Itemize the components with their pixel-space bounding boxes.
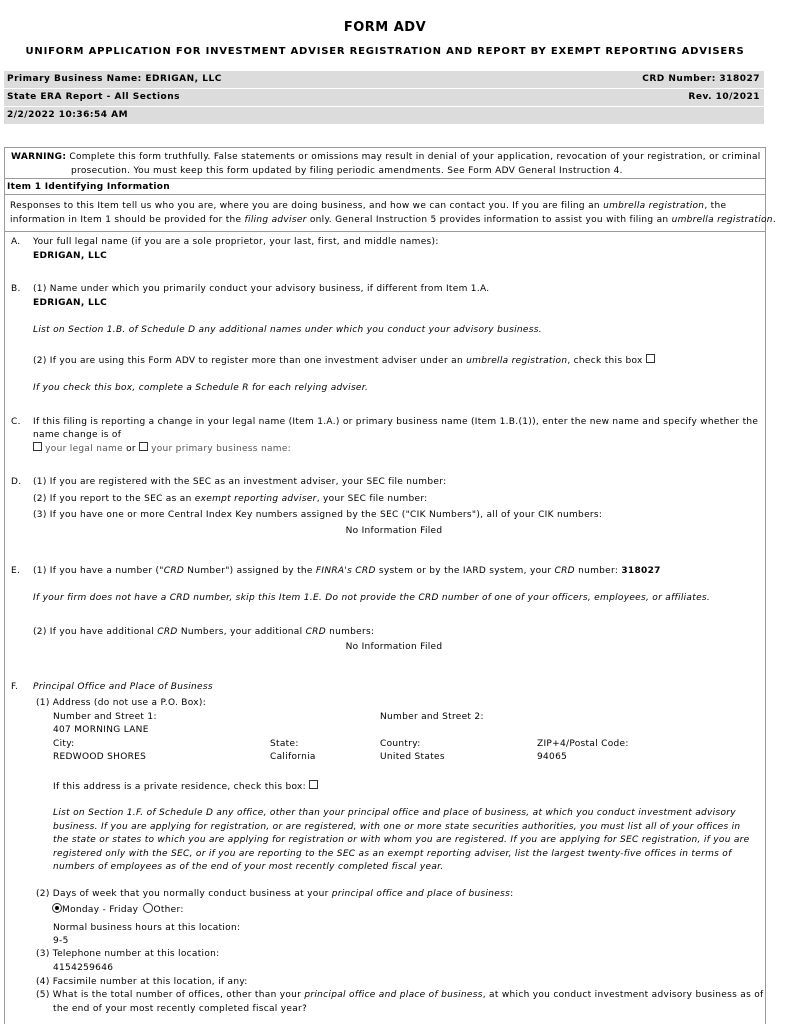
warning-block	[11, 152, 761, 162]
f2-text: :	[510, 889, 514, 899]
item-d-letter: D.	[11, 477, 22, 487]
form-title: FORM ADV	[343, 20, 427, 35]
hours-value: 9-5	[53, 936, 69, 946]
item1-heading: Item 1 Identifying Information	[7, 182, 170, 192]
q2-text: (2) If you are using this Form ADV to register more than one investment adviser under an	[33, 356, 467, 366]
header-band-date	[4, 107, 764, 124]
e2-term-crd: CRD	[157, 627, 178, 637]
monday-friday-radio[interactable]	[52, 903, 62, 913]
item-b-question1: (1) Name under which you primarily conduct your advisory business, if different from Item 1.A.	[33, 284, 490, 294]
telephone-label: (3) Telephone number at this location:	[36, 949, 220, 959]
e1-term-crd: CRD	[554, 566, 575, 576]
days-options	[52, 903, 184, 915]
primary-business-name: Primary Business Name: EDRIGAN, LLC	[7, 74, 222, 84]
d2-term: exempt reporting adviser	[194, 494, 317, 504]
d2-text: , your SEC file number:	[316, 494, 428, 504]
facsimile-label: (4) Facsimile number at this location, if any:	[36, 977, 248, 987]
intro-text: Responses to this Item tell us who you are, where you are doing business, and how we can contact you. If you are filing an	[10, 201, 604, 211]
item-b-question2	[33, 354, 655, 366]
legal-name-change-checkbox[interactable]	[33, 442, 42, 451]
item-a-question: Your full legal name (if you are a sole proprietor, your last, first, and middle names):	[33, 237, 439, 247]
private-residence-row	[53, 780, 318, 792]
e2-term-crd: CRD	[305, 627, 326, 637]
item-f-question5	[36, 990, 764, 1000]
item-b-note2: If you check this box, complete a Schedule R for each relying adviser.	[33, 383, 369, 393]
item1-intro-line1	[10, 201, 726, 211]
e1-text: (1) If you have a number ("	[33, 566, 164, 576]
timestamp: 2/2/2022 10:36:54 AM	[7, 110, 129, 120]
e2-text: (2) If you have additional	[33, 627, 158, 637]
hours-label: Normal business hours at this location:	[53, 923, 241, 933]
e1-text: number:	[574, 566, 622, 576]
e1-text: Number") assigned by the	[184, 566, 316, 576]
f2-text: (2) Days of week that you normally conduct business at your	[36, 889, 332, 899]
private-residence-label: If this address is a private residence, check this box:	[53, 782, 306, 792]
intro-text: , the	[704, 201, 727, 211]
e2-text: Numbers, your additional	[177, 627, 306, 637]
warning-divider	[4, 178, 766, 179]
crd-no-information: No Information Filed	[345, 642, 443, 652]
crd-number-value: 318027	[621, 566, 661, 576]
form-subtitle: UNIFORM APPLICATION FOR INVESTMENT ADVISER REGISTRATION AND REPORT BY EXEMPT REPORTING ADVISERS	[25, 46, 745, 57]
d2-text: (2) If you report to the SEC as an	[33, 494, 195, 504]
f5-text: (5) What is the total number of offices, other than your	[36, 990, 305, 1000]
f2-term: principal office and place of business	[331, 889, 511, 899]
item-f-question1: (1) Address (do not use a P.O. Box):	[36, 698, 207, 708]
f5-term: principal office and place of business	[304, 990, 483, 1000]
revision: Rev. 10/2021	[688, 92, 760, 102]
e1-text: system or by the IARD system, your	[375, 566, 555, 576]
item-c-line1: If this filing is reporting a change in your legal name (Item 1.A.) or primary business name (Item 1.B.(1)), enter the new name and specify whether the	[33, 417, 759, 427]
item-e-question2	[33, 627, 374, 637]
intro-text: only. General Instruction 5 provides information to assist you with filing an	[306, 215, 672, 225]
intro-term-umbrella: umbrella registration	[671, 215, 773, 225]
item-c-line2: name change is of	[33, 430, 122, 440]
warning-text-line2: prosecution. You must keep this form updated by filing periodic amendments. See Form ADV General Instruction 4.	[71, 166, 623, 176]
business-name-value: EDRIGAN, LLC	[33, 298, 108, 308]
report-type: State ERA Report - All Sections	[7, 92, 180, 102]
street1-label: Number and Street 1:	[53, 712, 157, 722]
telephone-value: 4154259646	[53, 963, 114, 973]
item-c-letter: C.	[11, 417, 21, 427]
or-text: or	[126, 444, 136, 454]
state-label: State:	[270, 739, 299, 749]
item-d-question2	[33, 494, 428, 504]
e2-text: numbers:	[325, 627, 375, 637]
item-a-letter: A.	[11, 237, 21, 247]
other-days-radio[interactable]	[143, 903, 153, 913]
item-f-question5-line2: the end of your most recently completed fiscal year?	[53, 1004, 308, 1014]
monday-friday-label: Monday - Friday	[62, 905, 139, 915]
intro-term-umbrella: umbrella registration	[603, 201, 705, 211]
zip-label: ZIP+4/Postal Code:	[537, 739, 629, 749]
header-band-report	[4, 89, 764, 106]
street2-label: Number and Street 2:	[380, 712, 484, 722]
warning-text-line1: Complete this form truthfully. False statements or omissions may result in denial of your application, revocation of your registration, or criminal	[69, 152, 761, 162]
frame-right	[765, 147, 766, 1024]
item-c-options	[30, 442, 291, 454]
item-f-question2	[36, 889, 513, 899]
e1-term-finra: FINRA's CRD	[315, 566, 376, 576]
crd-number: CRD Number: 318027	[642, 74, 760, 84]
item-e-note: If your firm does not have a CRD number, skip this Item 1.E. Do not provide the CRD number of one of your officers, employees, or affiliates.	[33, 593, 711, 603]
business-name-change-checkbox[interactable]	[139, 442, 148, 451]
business-name-option-label: your primary business name:	[151, 444, 292, 454]
item-heading-divider	[4, 194, 766, 195]
other-days-label: Other:	[153, 905, 184, 915]
intro-text: .	[772, 215, 776, 225]
state-value: California	[270, 752, 316, 762]
item1-intro-line2	[10, 215, 776, 225]
street1-value: 407 MORNING LANE	[53, 725, 149, 735]
country-value: United States	[380, 752, 445, 762]
private-residence-checkbox[interactable]	[309, 780, 318, 789]
item-b-note: List on Section 1.B. of Schedule D any additional names under which you conduct your advisory business.	[33, 325, 542, 335]
item-e-question1	[33, 566, 661, 576]
item-d-question1: (1) If you are registered with the SEC as an investment adviser, your SEC file number:	[33, 477, 447, 487]
item-b-letter: B.	[11, 284, 21, 294]
q2-text: , check this box	[567, 356, 643, 366]
item-f-heading: Principal Office and Place of Business	[33, 682, 213, 692]
country-label: Country:	[380, 739, 421, 749]
city-label: City:	[53, 739, 75, 749]
header-band-business	[4, 71, 764, 88]
umbrella-registration-checkbox[interactable]	[646, 354, 655, 363]
item-e-letter: E.	[11, 566, 21, 576]
item-d-question3: (3) If you have one or more Central Index Key numbers assigned by the SEC ("CIK Numbers"), all of your CIK numbers:	[33, 510, 603, 520]
warning-label: WARNING:	[11, 152, 67, 162]
city-value: REDWOOD SHORES	[53, 752, 147, 762]
frame-top	[4, 147, 766, 148]
intro-text: information in Item 1 should be provided for the	[10, 215, 245, 225]
frame-left	[4, 147, 5, 1024]
e1-term-crd: CRD	[163, 566, 185, 576]
intro-divider	[4, 231, 766, 232]
f5-text: , at which you conduct investment advisory business as of	[482, 990, 764, 1000]
legal-name-option-label: your legal name	[45, 444, 123, 454]
item-f-letter: F.	[11, 682, 19, 692]
intro-term-filing-adviser: filing adviser	[244, 215, 307, 225]
cik-no-information: No Information Filed	[345, 526, 443, 536]
zip-value: 94065	[537, 752, 568, 762]
q2-term: umbrella registration	[466, 356, 568, 366]
legal-name-value: EDRIGAN, LLC	[33, 251, 108, 261]
item-f-note: List on Section 1.F. of Schedule D any office, other than your principal office and place of business, at which you conduct investment advisory business. If you are applying for registration, or are registered, with one or more state securities authorities, you must list all of your offices in the state or states to which you are applying for registration or with whom you are registered. If you are applying for SEC registration, if you are registered only with the SEC, or if you are reporting to the SEC as an exempt reporting adviser, list the largest twenty-five offices in terms of numbers of employees as of the end of your most recently completed fiscal year.	[53, 808, 750, 872]
